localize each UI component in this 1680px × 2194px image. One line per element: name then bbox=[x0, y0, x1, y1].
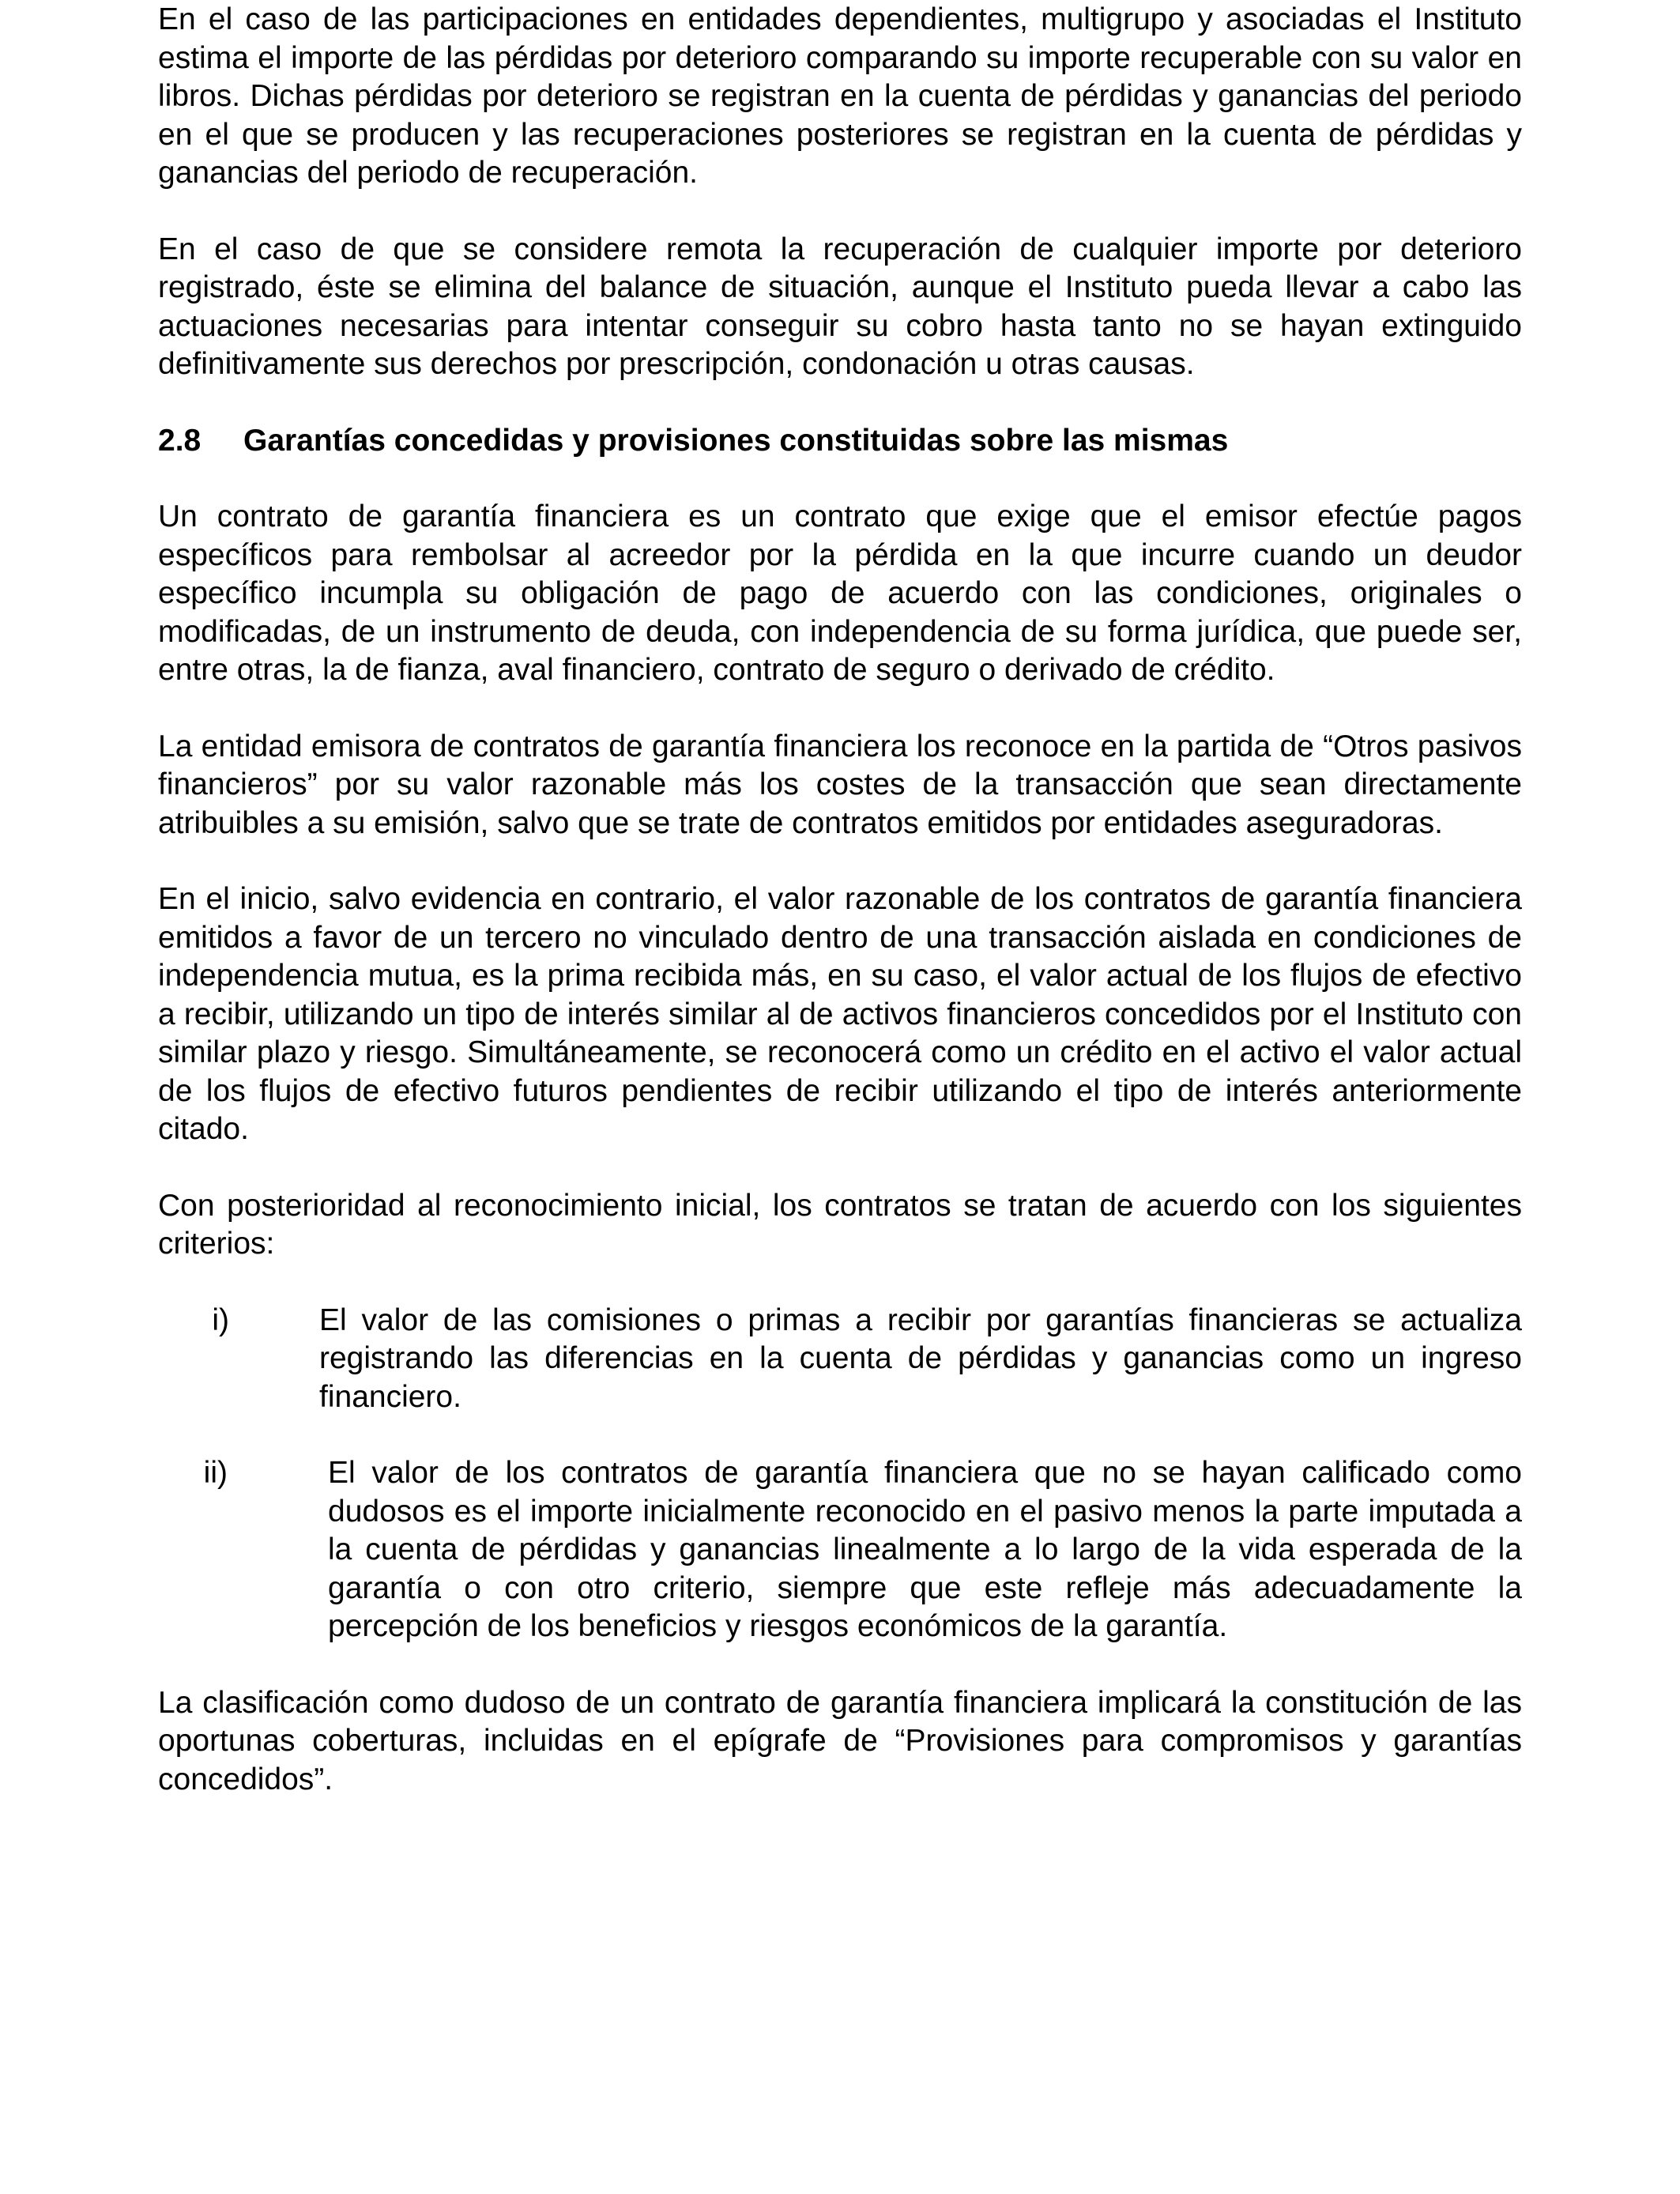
paragraph-spacer bbox=[158, 1264, 1522, 1302]
paragraph-doubtful-classification: La clasificación como dudoso de un contrato de garantía financiera implicará la constitución de las oportunas coberturas, incluidas en el epígrafe de “Provisiones para compromisos y garantías concedidos”. bbox=[158, 1685, 1522, 1796]
list-item bbox=[158, 1454, 1522, 1646]
paragraph-impairment-participations: En el caso de las participaciones en entidades dependientes, multigrupo y asociadas el Instituto estima el importe de las pérdidas por deterioro comparando su importe recuperable con su valor en libros. Dichas pérdidas por deterioro se registran en la cuenta de pérdidas y ganancias del periodo en el que se producen y las recuperaciones posteriores se registran en la cuenta de pérdidas y ganancias del periodo de recuperación. bbox=[158, 2, 1522, 190]
paragraph-spacer bbox=[158, 384, 1522, 422]
paragraph-spacer bbox=[158, 1646, 1522, 1684]
list-item-text: El valor de las comisiones o primas a recibir por garantías financieras se actualiza registrando las diferencias en la cuenta de pérdidas y ganancias como un ingreso financiero. bbox=[319, 1302, 1522, 1414]
paragraph-guarantee-definition: Un contrato de garantía financiera es un contrato que exige que el emisor efectúe pagos específicos para rembolsar al acreedor por la pérdida en la que incurre cuando un deudor específico incumpla su obligación de pago de acuerdo con las condiciones, originales o modificadas, de un instrumento de deuda, con independencia de su forma jurídica, que puede ser, entre otras, la de fianza, aval financiero, contrato de seguro o derivado de crédito. bbox=[158, 499, 1522, 687]
list-marker: i) bbox=[212, 1302, 229, 1337]
paragraph-spacer bbox=[158, 1416, 1522, 1454]
section-heading bbox=[158, 422, 1522, 461]
paragraph-subsequent-criteria: Con posterioridad al reconocimiento inicial, los contratos se tratan de acuerdo con los siguientes criterios: bbox=[158, 1188, 1522, 1261]
paragraph-spacer bbox=[158, 1149, 1522, 1187]
paragraph-initial-fair-value: En el inicio, salvo evidencia en contrario, el valor razonable de los contratos de garantía financiera emitidos a favor de un tercero no vinculado dentro de una transacción aislada en condiciones de independencia mutua, es la prima recibida más, en su caso, el valor actual de los flujos de efectivo a recibir, utilizando un tipo de interés similar al de activos financieros concedidos por el Instituto con similar plazo y riesgo. Simultáneamente, se reconocerá como un crédito en el activo el valor actual de los flujos de efectivo futuros pendientes de recibir utilizando el tipo de interés anteriormente citado. bbox=[158, 882, 1522, 1146]
list-item bbox=[158, 1302, 1522, 1417]
paragraph-spacer bbox=[158, 690, 1522, 728]
list-marker: ii) bbox=[203, 1456, 228, 1490]
paragraph-spacer bbox=[158, 193, 1522, 231]
list-item-text: El valor de los contratos de garantía financiera que no se hayan calificado como dudosos es el importe inicialmente reconocido en el pasivo menos la parte imputada a la cuenta de pérdidas y ganancias linealmente a lo largo de la vida esperada de la garantía o con otro criterio, siempre que este refleje más adecuadamente la percepción de los beneficios y riesgos económicos de la garantía. bbox=[328, 1456, 1522, 1643]
document-page bbox=[158, 0, 1522, 1799]
paragraph-spacer bbox=[158, 843, 1522, 880]
paragraph-remote-recovery: En el caso de que se considere remota la recuperación de cualquier importe por deterioro registrado, éste se elimina del balance de situación, aunque el Instituto pueda llevar a cabo las actuaciones necesarias para intentar conseguir su cobro hasta tanto no se hayan extinguido definitivamente sus derechos por prescripción, condonación u otras causas. bbox=[158, 232, 1522, 381]
section-title: Garantías concedidas y provisiones constituidas sobre las mismas bbox=[243, 423, 1229, 458]
paragraph-issuer-recognition: La entidad emisora de contratos de garantía financiera los reconoce en la partida de “Otros pasivos financieros” por su valor razonable más los costes de la transacción que sean directamente atribuibles a su emisión, salvo que se trate de contratos emitidos por entidades aseguradoras. bbox=[158, 729, 1522, 840]
section-number: 2.8 bbox=[158, 423, 202, 458]
paragraph-spacer bbox=[158, 460, 1522, 498]
